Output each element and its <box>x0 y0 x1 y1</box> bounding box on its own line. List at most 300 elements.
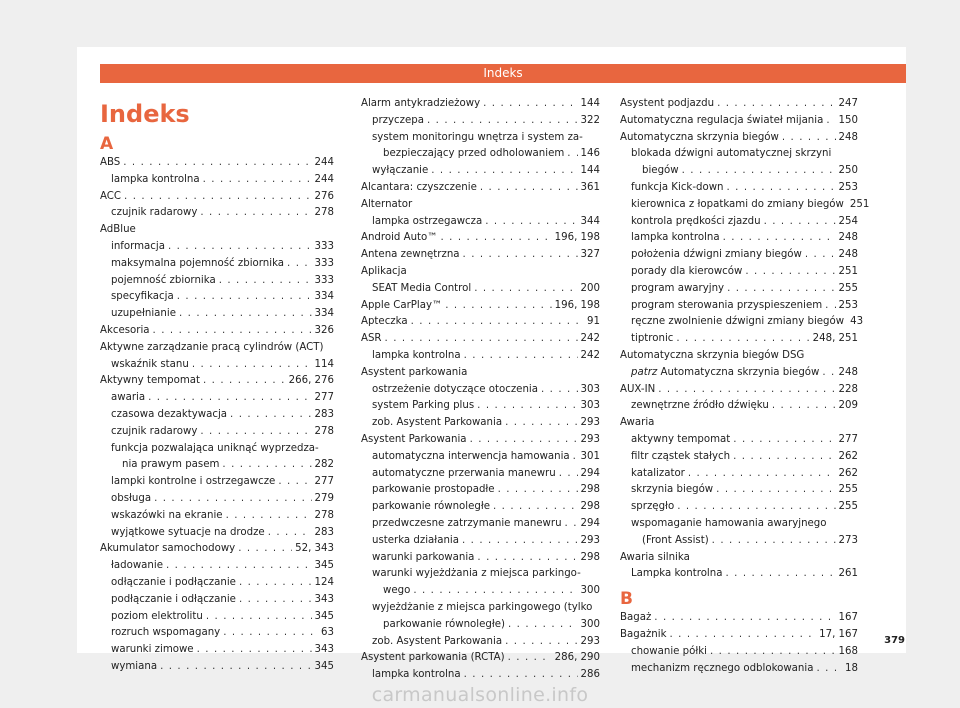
index-entry-page: 334 <box>314 291 334 303</box>
dot-leader <box>733 432 835 449</box>
dot-leader <box>723 230 836 247</box>
index-entry-page: 273 <box>838 534 858 546</box>
index-entry <box>361 382 600 399</box>
index-entry-page: 251 <box>838 265 858 277</box>
index-entry-page: 333 <box>314 257 334 269</box>
dot-leader <box>222 457 311 474</box>
index-entry-term: Bagażnik <box>620 628 667 640</box>
index-entry-term: podłączanie i odłączanie <box>111 593 236 605</box>
watermark: carmanualsonline.info <box>371 684 589 706</box>
index-entry-term: AdBlue <box>100 224 136 236</box>
index-entry-page: 247 <box>838 98 858 109</box>
index-entry <box>361 130 600 147</box>
index-entry-term: tiptronic <box>631 333 674 345</box>
dot-leader <box>508 650 552 667</box>
index-entry-page: 277 <box>314 392 334 404</box>
index-entry-page: 293 <box>580 534 600 546</box>
dot-leader <box>573 449 578 466</box>
index-entry-term: AUX-IN <box>620 383 656 395</box>
index-entry-term: lampki kontrolne i ostrzegawcze <box>111 476 276 488</box>
index-entry-term: przedwczesne zatrzymanie manewru <box>372 517 562 529</box>
index-entry <box>620 96 858 113</box>
index-entry <box>361 348 600 365</box>
index-entry-term: Lampka kontrolna <box>631 568 723 580</box>
index-entries-col3a <box>620 96 870 583</box>
index-entry <box>361 281 600 298</box>
index-entry-page: 261 <box>838 568 858 580</box>
index-entry-page: 293 <box>580 433 600 445</box>
index-entry-term: informacja <box>111 240 165 252</box>
dot-leader <box>822 365 835 382</box>
index-entry-term: filtr cząstek stałych <box>631 450 731 462</box>
index-entry-term: wskazówki na ekranie <box>111 509 223 521</box>
dot-leader <box>676 331 809 348</box>
dot-leader <box>219 273 312 290</box>
dot-leader <box>825 298 835 315</box>
dot-leader <box>483 96 577 113</box>
index-entry-term: odłączanie i podłączanie <box>111 576 236 588</box>
dot-leader <box>772 398 836 415</box>
index-entry-page: 200 <box>580 282 600 294</box>
dot-leader <box>816 661 842 678</box>
index-entry <box>620 533 858 550</box>
page-header-band: Indeks <box>100 64 906 83</box>
index-entry-page: 344 <box>580 215 600 227</box>
index-entry <box>620 432 858 449</box>
index-entry-term: blokada dźwigni automatycznej skrzyni <box>631 148 832 160</box>
dot-leader <box>238 541 292 558</box>
index-entry-page: 255 <box>838 282 858 294</box>
index-entry-page: 300 <box>580 618 600 630</box>
index-entry-term: czasowa dezaktywacja <box>111 408 228 420</box>
index-entry-page: 91 <box>587 316 600 328</box>
index-entry-term: nia prawym pasem <box>122 459 220 471</box>
index-entry <box>361 180 600 197</box>
index-entry-page: 277 <box>838 433 858 445</box>
index-entry-term: funkcja Kick-down <box>631 181 724 193</box>
dot-leader <box>166 558 312 575</box>
index-entry <box>620 627 858 644</box>
dot-leader <box>123 155 311 172</box>
index-entry <box>620 566 858 583</box>
index-entry <box>620 163 858 180</box>
index-entry <box>620 449 858 466</box>
index-entry-page: 327 <box>580 249 600 261</box>
index-entry-page: 277 <box>314 476 334 488</box>
dot-leader <box>725 566 835 583</box>
index-entry <box>361 516 600 533</box>
dot-leader <box>168 239 312 256</box>
index-entry-term: Awaria <box>620 417 655 429</box>
index-entry-term: Aktywne zarządzanie pracą cylindrów (ACT) <box>100 341 324 353</box>
index-entry-page: 322 <box>580 114 600 126</box>
dot-leader <box>688 466 836 483</box>
index-entry-term: rozruch wspomagany <box>111 627 221 639</box>
dot-leader <box>206 609 312 626</box>
index-entry <box>361 146 600 163</box>
dot-leader <box>153 323 312 340</box>
index-entry-page: 251 <box>849 198 870 210</box>
index-entry <box>620 382 858 399</box>
index-entry-term: wyjątkowe sytuacje na drodze <box>111 526 265 538</box>
dot-leader <box>160 659 311 676</box>
index-entry <box>620 415 858 432</box>
dot-leader <box>445 298 551 315</box>
index-entry-term: zob. Asystent Parkowania <box>372 417 503 429</box>
index-entry-page: 248 <box>838 366 858 378</box>
dot-leader <box>474 281 577 298</box>
index-entry <box>620 661 858 678</box>
index-entry-page: 146 <box>580 148 600 160</box>
index-entry-term: katalizator <box>631 467 685 479</box>
dot-leader <box>411 314 584 331</box>
index-entry-term: obsługa <box>111 492 152 504</box>
index-entries-col1 <box>100 155 334 676</box>
index-entry-term: zewnętrzne źródło dźwięku <box>631 400 769 412</box>
dot-leader <box>203 373 286 390</box>
index-entry-page: 334 <box>314 308 334 320</box>
index-entry-term: lampka kontrolna <box>631 232 720 244</box>
index-entry-term: bezpieczający przed odholowaniem <box>383 148 565 160</box>
index-entry <box>100 340 334 357</box>
index-entry-page: 250 <box>838 165 858 177</box>
index-entry-term: Automatyczna skrzynia biegów <box>620 131 779 143</box>
index-entry <box>620 146 858 163</box>
index-entry <box>361 96 600 113</box>
index-entry-term: kierownica z łopatkami do zmiany biegów <box>631 198 844 210</box>
index-entry-term: wyjeżdżanie z miejsca parkingowego (tylko <box>372 601 593 613</box>
index-entry-page: 254 <box>838 215 858 227</box>
index-entry-term: patrz Automatyczna skrzynia biegów <box>631 366 820 378</box>
index-entry <box>620 644 858 661</box>
index-entry-page: 293 <box>580 417 600 429</box>
index-column-1 <box>100 96 334 676</box>
index-entry-term: wyłączanie <box>372 165 429 177</box>
index-entry-term: porady dla kierowców <box>631 265 743 277</box>
index-entry-page: 144 <box>580 98 600 109</box>
index-entry <box>620 398 858 415</box>
index-entry-term: chowanie półki <box>631 645 707 657</box>
index-entry <box>100 306 334 323</box>
index-entry <box>361 230 600 247</box>
index-entry-page: 196, 198 <box>554 232 600 244</box>
index-entry <box>361 600 600 617</box>
index-title: Indeks <box>100 100 190 128</box>
index-entry <box>620 180 858 197</box>
index-entry <box>361 634 600 651</box>
index-entry-term: wymiana <box>111 660 158 672</box>
dot-leader <box>177 289 312 306</box>
index-entry-page: 262 <box>838 467 858 479</box>
index-entry <box>100 525 334 542</box>
index-entry-page: 345 <box>314 610 334 622</box>
index-entry-term: Asystent Parkowania <box>361 433 467 445</box>
index-entry-page: 228 <box>838 383 858 395</box>
index-entry <box>361 163 600 180</box>
dot-leader <box>485 214 577 231</box>
index-entry <box>620 499 858 516</box>
index-entry <box>100 390 334 407</box>
index-entry-term: (Front Assist) <box>642 534 709 546</box>
index-entry-page: 253 <box>838 299 858 311</box>
index-entry-page: 278 <box>314 509 334 521</box>
index-entry-page: 279 <box>314 492 334 504</box>
dot-leader <box>682 163 836 180</box>
index-entry-page: 293 <box>580 635 600 647</box>
dot-leader <box>200 424 311 441</box>
index-entry-page: 278 <box>314 425 334 437</box>
index-entry-term: lampka ostrzegawcza <box>372 215 483 227</box>
index-entry-term: Asystent parkowania (RCTA) <box>361 652 505 664</box>
index-entry <box>620 281 858 298</box>
index-entry-term: Bagaż <box>620 612 652 624</box>
index-entry <box>100 491 334 508</box>
index-entry <box>100 642 334 659</box>
index-entry-term: wspomaganie hamowania awaryjnego <box>631 517 827 529</box>
index-entry-term: pojemność zbiornika <box>111 274 216 286</box>
index-entry <box>620 348 858 365</box>
dot-leader <box>287 256 312 273</box>
dot-leader <box>427 113 578 130</box>
index-entry-term: ACC <box>100 190 122 202</box>
dot-leader <box>782 130 836 147</box>
index-entry-term: parkowanie równoległe <box>372 501 490 513</box>
index-entry-term: program sterowania przyspieszeniem <box>631 299 823 311</box>
index-entries-col3b <box>620 610 858 677</box>
dot-leader <box>203 172 312 189</box>
index-entry-page: 253 <box>838 181 858 193</box>
index-entry-term: ostrzeżenie dotyczące otoczenia <box>372 383 538 395</box>
dot-leader <box>200 205 311 222</box>
index-entry <box>361 449 600 466</box>
index-entry-page: 63 <box>321 627 334 639</box>
index-entry-page: 298 <box>580 551 600 563</box>
index-entry-page: 300 <box>580 585 600 597</box>
dot-leader <box>658 382 835 399</box>
index-entry <box>620 113 858 130</box>
index-entry-term: Android Auto™ <box>361 232 438 244</box>
dot-leader <box>477 398 577 415</box>
index-column-2 <box>361 96 600 684</box>
dot-leader <box>470 432 578 449</box>
index-entry-page: 196, 198 <box>554 299 600 311</box>
dot-leader <box>559 466 578 483</box>
index-entry-term: Aktywny tempomat <box>100 375 200 387</box>
index-entry <box>100 407 334 424</box>
index-entry-page: 114 <box>314 358 334 370</box>
index-entry-term: aktywny tempomat <box>631 433 731 445</box>
index-entry-page: 286 <box>580 669 600 681</box>
index-entry-page: 244 <box>314 173 334 185</box>
dot-leader <box>716 482 835 499</box>
index-entry-term: system monitoringu wnętrza i system za- <box>372 131 583 143</box>
index-entry <box>361 550 600 567</box>
index-entry-page: 345 <box>314 560 334 572</box>
dot-leader <box>565 516 578 533</box>
dot-leader <box>505 634 577 651</box>
index-entry-term: zob. Asystent Parkowania <box>372 635 503 647</box>
dot-leader <box>505 415 577 432</box>
index-entry-term: awaria <box>111 392 146 404</box>
index-entry <box>100 222 334 239</box>
index-entry-page: 345 <box>314 660 334 672</box>
index-entry-term: automatyczne przerwania manewru <box>372 467 556 479</box>
index-entry-term: lampka kontrolna <box>372 349 461 361</box>
index-entry-term: program awaryjny <box>631 282 725 294</box>
index-entry-term: automatyczna interwencja hamowania <box>372 450 570 462</box>
index-entry <box>361 298 600 315</box>
index-entry <box>100 273 334 290</box>
index-entry <box>361 398 600 415</box>
dot-leader <box>654 610 835 627</box>
index-entry-page: 298 <box>580 484 600 496</box>
index-entry <box>361 650 600 667</box>
index-entry-page: 242 <box>580 333 600 345</box>
index-entry <box>100 357 334 374</box>
index-entry <box>361 667 600 684</box>
index-entry-term: Automatyczna regulacja świateł mijania <box>620 114 824 126</box>
index-entry-term: Automatyczna skrzynia biegów DSG <box>620 349 805 361</box>
index-entry <box>361 432 600 449</box>
index-entry-page: 255 <box>838 501 858 513</box>
index-entry <box>620 214 858 231</box>
dot-leader <box>440 230 551 247</box>
index-entry-term: warunki parkowania <box>372 551 475 563</box>
index-entry-page: 283 <box>314 408 334 420</box>
index-entry <box>100 256 334 273</box>
index-entry-term: warunki wyjeżdżania z miejsca parkingo- <box>372 568 581 580</box>
index-entry-term: ładowanie <box>111 560 163 572</box>
dot-leader <box>727 281 835 298</box>
index-entry-page: 17, 167 <box>819 628 858 640</box>
dot-leader <box>805 247 836 264</box>
index-entry-term: Apteczka <box>361 316 408 328</box>
index-entry <box>361 314 600 331</box>
dot-leader <box>268 525 312 542</box>
dot-leader <box>239 592 312 609</box>
index-entry-page: 248 <box>838 131 858 143</box>
dot-leader <box>498 482 578 499</box>
index-entry-page: 343 <box>314 644 334 656</box>
index-entry <box>100 508 334 525</box>
dot-leader <box>677 499 835 516</box>
index-entry <box>361 499 600 516</box>
index-entry-term: Akcesoria <box>100 324 150 336</box>
index-entry-term: parkowanie równoległe) <box>383 618 505 630</box>
index-entry-term: wskaźnik stanu <box>111 358 189 370</box>
index-entry-page: 294 <box>580 467 600 479</box>
dot-leader <box>124 189 312 206</box>
dot-leader <box>154 491 311 508</box>
index-entry-term: lampka kontrolna <box>111 173 200 185</box>
index-entry <box>361 365 600 382</box>
index-entry <box>100 323 334 340</box>
index-entry <box>100 189 334 206</box>
index-entry <box>361 617 600 634</box>
dot-leader <box>733 449 835 466</box>
index-entry-term: mechanizm ręcznego odblokowania <box>631 662 814 674</box>
index-entry-term: czujnik radarowy <box>111 425 198 437</box>
index-entry-term: Alarm antykradzieżowy <box>361 98 481 109</box>
page-number: 379 <box>884 635 905 646</box>
index-entry <box>100 373 334 390</box>
dot-leader <box>710 644 836 661</box>
index-entry-page: 18 <box>845 662 858 674</box>
index-entry <box>361 533 600 550</box>
index-entry-page: 286, 290 <box>554 652 600 664</box>
dot-leader <box>385 331 578 348</box>
index-entry-page: 266, 276 <box>288 375 334 387</box>
index-entry-term: Awaria silnika <box>620 551 690 563</box>
index-entry <box>620 550 858 567</box>
index-entry <box>100 289 334 306</box>
letter-heading-b: B <box>620 589 633 610</box>
dot-leader <box>462 533 578 550</box>
index-entry <box>620 314 864 331</box>
index-entry-term: sprzęgło <box>631 501 675 513</box>
dot-leader <box>712 533 836 550</box>
index-entry-term: lampka kontrolna <box>372 669 461 681</box>
index-entry <box>620 130 858 147</box>
index-entry <box>361 197 600 214</box>
index-entry-page: 209 <box>838 400 858 412</box>
dot-leader <box>745 264 835 281</box>
index-entry-term: parkowanie prostopadłe <box>372 484 495 496</box>
index-entry <box>620 466 858 483</box>
dot-leader <box>464 348 578 365</box>
index-entry-term: Alcantara: czyszczenie <box>361 181 477 193</box>
index-entry <box>100 155 334 172</box>
index-entry-page: 282 <box>314 459 334 471</box>
dot-leader <box>508 617 578 634</box>
index-entry-term: warunki zimowe <box>111 644 194 656</box>
dot-leader <box>541 382 578 399</box>
index-entry-page: 361 <box>580 181 600 193</box>
index-entry <box>100 441 334 458</box>
index-entry-page: 333 <box>314 274 334 286</box>
index-entry-page: 262 <box>838 450 858 462</box>
index-entry-page: 43 <box>850 316 864 328</box>
dot-leader <box>717 96 835 113</box>
index-entry-page: 303 <box>580 400 600 412</box>
index-entry-page: 255 <box>838 484 858 496</box>
index-entry-page: 276 <box>314 190 334 202</box>
dot-leader <box>192 357 312 374</box>
index-entry <box>361 113 600 130</box>
index-entry <box>620 230 858 247</box>
index-entry <box>100 575 334 592</box>
dot-leader <box>179 306 312 323</box>
index-entry-term: Aplikacja <box>361 265 407 277</box>
dot-leader <box>727 180 836 197</box>
index-entry-term: poziom elektrolitu <box>111 610 203 622</box>
index-entry-term: specyfikacja <box>111 291 174 303</box>
index-entry-page: 242 <box>580 349 600 361</box>
index-entry-page: 294 <box>580 517 600 529</box>
index-entry <box>361 415 600 432</box>
index-entry-page: 248 <box>838 232 858 244</box>
index-entry-page: 283 <box>314 526 334 538</box>
index-entry-term: Asystent parkowania <box>361 366 468 378</box>
index-entry <box>100 172 334 189</box>
index-entry-term: skrzynia biegów <box>631 484 714 496</box>
index-entry <box>361 331 600 348</box>
dot-leader <box>567 146 577 163</box>
index-entry-page: 301 <box>580 450 600 462</box>
index-entry-page: 248, 251 <box>812 333 858 345</box>
index-entry <box>620 331 858 348</box>
index-entry-page: 150 <box>838 114 858 126</box>
